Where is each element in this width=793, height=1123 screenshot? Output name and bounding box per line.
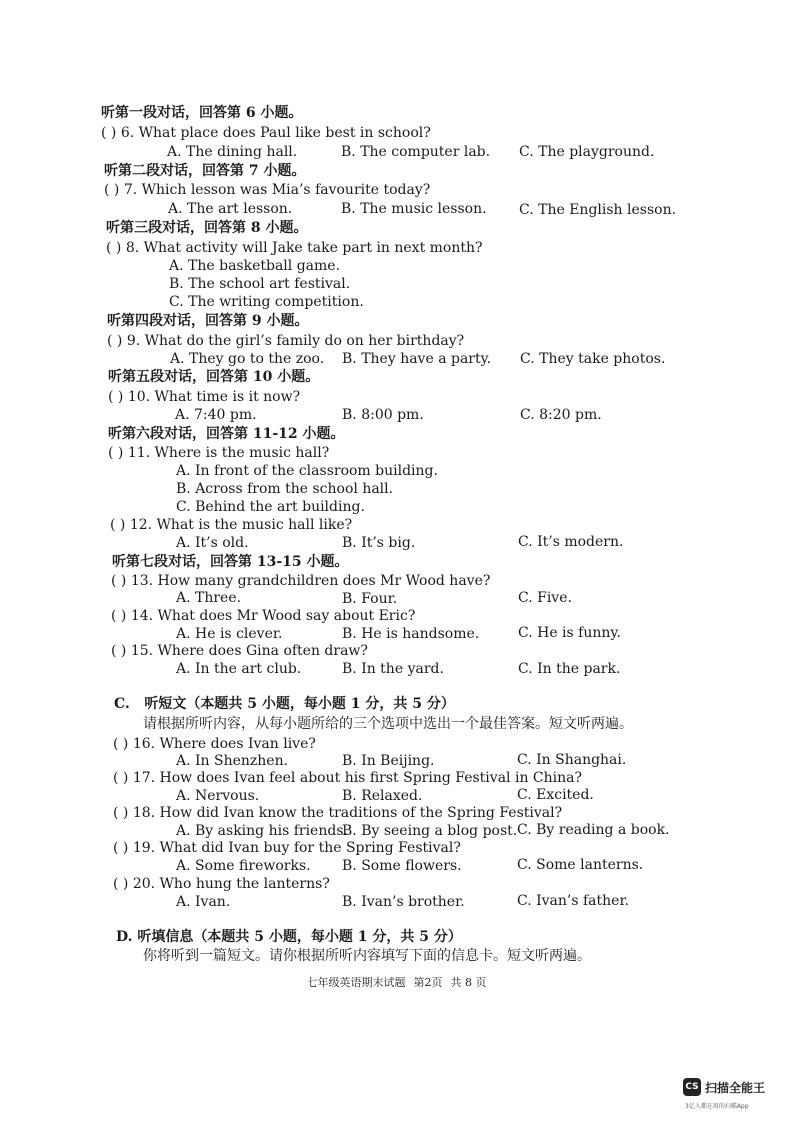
part-d-heading: D. 听填信息（本题共 5 小题，每小题 1 分，共 5 分） bbox=[116, 929, 462, 945]
option-c: C. Behind the art building. bbox=[176, 499, 365, 515]
option-b: B. Ivan’s brother. bbox=[342, 894, 465, 910]
option-a: A. 7:40 pm. bbox=[175, 407, 257, 423]
logo-tagline: 3亿人都在用的扫描App bbox=[685, 1103, 749, 1110]
part-d-instruction: 你将听到一篇短文。请你根据所听内容填写下面的信息卡。短文听两遍。 bbox=[143, 948, 591, 964]
option-b: B. Relaxed. bbox=[342, 788, 423, 804]
section-heading: 听第六段对话，回答第 11-12 小题。 bbox=[108, 426, 345, 442]
question-stem: ( ) 13. How many grandchildren does Mr Wood have? bbox=[111, 573, 491, 589]
option-c: C. They take photos. bbox=[520, 351, 666, 367]
option-c: C. In Shanghai. bbox=[517, 752, 627, 768]
option-c: C. In the park. bbox=[518, 661, 621, 677]
question-stem: ( ) 9. What do the girl’s family do on her birthday? bbox=[107, 333, 465, 349]
option-a: A. Ivan. bbox=[176, 894, 231, 910]
option-a: A. In the art club. bbox=[176, 661, 302, 677]
option-a: A. It’s old. bbox=[176, 535, 249, 551]
option-a: A. The dining hall. bbox=[167, 144, 298, 160]
question-stem: ( ) 8. What activity will Jake take part in next month? bbox=[106, 240, 483, 256]
question-stem: ( ) 15. Where does Gina often draw? bbox=[111, 643, 368, 659]
option-b: B. The music lesson. bbox=[341, 201, 487, 217]
option-b: B. In Beijing. bbox=[342, 753, 435, 769]
question-stem: ( ) 6. What place does Paul like best in school? bbox=[101, 125, 431, 141]
section-heading: 听第七段对话，回答第 13-15 小题。 bbox=[112, 554, 349, 570]
option-b: B. In the yard. bbox=[342, 661, 444, 677]
option-c: C. The writing competition. bbox=[169, 294, 364, 310]
option-a: A. The art lesson. bbox=[168, 201, 293, 217]
option-c: C. The playground. bbox=[519, 144, 655, 160]
section-heading: 听第四段对话，回答第 9 小题。 bbox=[107, 313, 309, 329]
option-c: C. It’s modern. bbox=[518, 534, 624, 550]
option-b: B. The computer lab. bbox=[341, 144, 491, 160]
option-c: C. Ivan’s father. bbox=[517, 893, 630, 909]
option-a: A. The basketball game. bbox=[169, 258, 341, 274]
question-stem: ( ) 10. What time is it now? bbox=[108, 389, 301, 405]
question-stem: ( ) 18. How did Ivan know the traditions of the Spring Festival? bbox=[113, 805, 563, 821]
question-stem: ( ) 7. Which lesson was Mia’s favourite today? bbox=[104, 182, 431, 198]
option-c: C. The English lesson. bbox=[519, 202, 677, 218]
option-a: A. By asking his friends. bbox=[176, 823, 348, 839]
option-a: A. In front of the classroom building. bbox=[176, 463, 438, 479]
option-b: B. They have a party. bbox=[342, 351, 492, 367]
option-c: C. By reading a book. bbox=[517, 822, 670, 838]
option-b: B. Across from the school hall. bbox=[176, 481, 394, 497]
question-stem: ( ) 16. Where does Ivan live? bbox=[113, 736, 316, 752]
question-stem: ( ) 20. Who hung the lanterns? bbox=[113, 876, 330, 892]
option-c: C. Some lanterns. bbox=[517, 857, 644, 873]
section-heading: 听第一段对话，回答第 6 小题。 bbox=[101, 105, 303, 121]
part-c-heading: C. 听短文（本题共 5 小题，每小题 1 分，共 5 分） bbox=[114, 696, 455, 712]
option-b: B. The school art festival. bbox=[169, 276, 351, 292]
option-a: A. Some fireworks. bbox=[176, 858, 311, 874]
question-stem: ( ) 17. How does Ivan feel about his first Spring Festival in China? bbox=[113, 770, 582, 786]
part-c-instruction: 请根据所听内容，从每小题所给的三个选项中选出一个最佳答案。短文听两遍。 bbox=[143, 716, 633, 732]
option-a: A. He is clever. bbox=[176, 626, 283, 642]
section-heading: 听第三段对话，回答第 8 小题。 bbox=[106, 220, 308, 236]
option-a: A. They go to the zoo. bbox=[170, 351, 325, 367]
option-b: B. It’s big. bbox=[342, 535, 416, 551]
option-c: C. He is funny. bbox=[518, 625, 621, 641]
option-a: A. In Shenzhen. bbox=[176, 753, 289, 769]
option-c: C. Five. bbox=[518, 590, 572, 606]
scanner-logo bbox=[683, 1076, 783, 1116]
option-c: C. Excited. bbox=[517, 787, 594, 803]
option-b: B. Four. bbox=[342, 591, 398, 607]
page-footer: 七年级英语期末试题 第2页 共 8 页 bbox=[306, 976, 487, 989]
question-stem: ( ) 11. Where is the music hall? bbox=[108, 445, 330, 461]
question-stem: ( ) 14. What does Mr Wood say about Eric? bbox=[111, 608, 416, 624]
option-a: A. Nervous. bbox=[176, 788, 260, 804]
option-a: A. Three. bbox=[176, 590, 242, 606]
option-b: B. He is handsome. bbox=[342, 626, 480, 642]
option-b: B. 8:00 pm. bbox=[342, 407, 424, 423]
option-b: B. By seeing a blog post. bbox=[342, 823, 518, 839]
question-stem: ( ) 12. What is the music hall like? bbox=[110, 517, 353, 533]
logo-name: 扫描全能王 bbox=[705, 1081, 766, 1095]
option-b: B. Some flowers. bbox=[342, 858, 462, 874]
section-heading: 听第二段对话，回答第 7 小题。 bbox=[104, 163, 306, 179]
section-heading: 听第五段对话，回答第 10 小题。 bbox=[108, 369, 320, 385]
option-c: C. 8:20 pm. bbox=[520, 407, 602, 423]
cs-logo-icon: CS bbox=[683, 1078, 701, 1096]
question-stem: ( ) 19. What did Ivan buy for the Spring Festival? bbox=[113, 840, 461, 856]
